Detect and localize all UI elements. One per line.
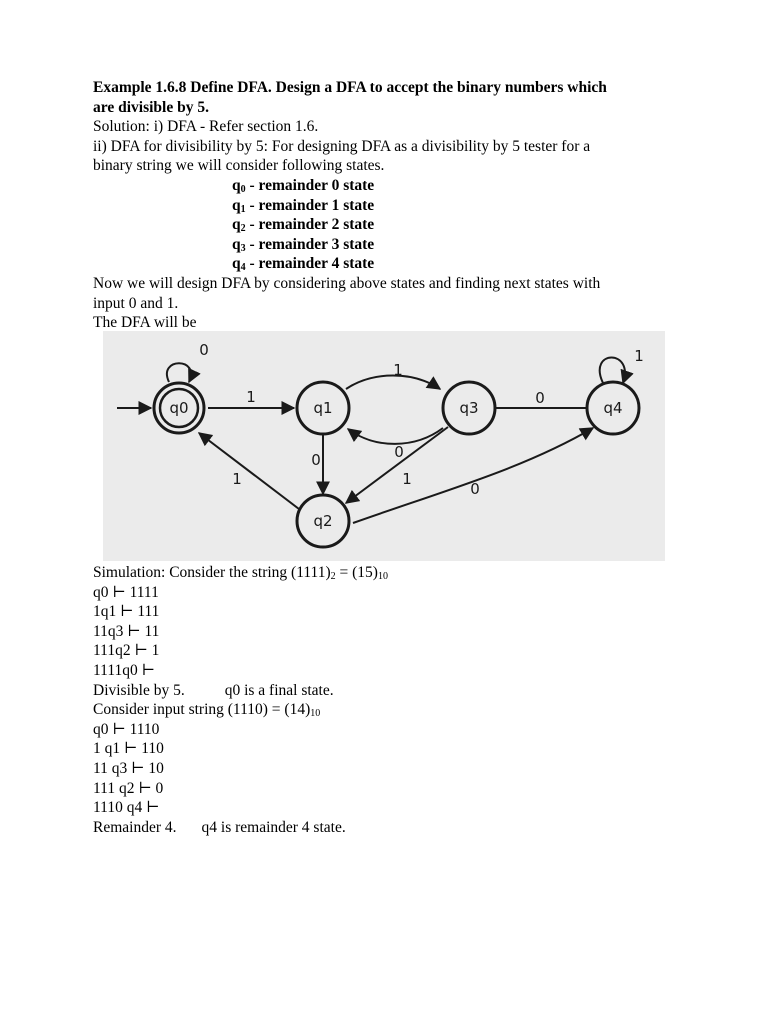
node-label-q0: q0 [169, 399, 189, 417]
design-line-2: input 0 and 1. [93, 294, 179, 312]
simulation-step: 11q3 ⊢ 11 [93, 622, 160, 640]
design-line-3: The DFA will be [93, 314, 197, 332]
state-node-q1 [297, 382, 349, 434]
label-q3-q2: 1 [402, 470, 412, 488]
label-q0-q1: 1 [246, 388, 256, 406]
label-q2-q0: 1 [232, 470, 242, 488]
state-node-q4 [587, 382, 639, 434]
label-q4-q4: 1 [634, 347, 644, 365]
node-label-q4: q4 [603, 399, 623, 417]
label-q2-q4: 0 [470, 480, 480, 498]
state-item-q1: $q_1$ - remainder 1 state [232, 196, 375, 215]
state-item-q4: $q_4$ - remainder 4 state [232, 255, 375, 274]
state-item-q2: $q_2$ - remainder 2 state [232, 216, 375, 235]
simulation2-step: q0 ⊢ 1110 [93, 720, 160, 738]
state-node-q2 [297, 495, 349, 547]
state-item-q3: $q_3$ - remainder 3 state [232, 235, 375, 254]
state-node-q0 [154, 383, 204, 433]
label-q1-q2: 0 [311, 451, 321, 469]
simulation2-title: Consider input string $(1110) = (14)_{10}$ [93, 701, 321, 720]
simulation2-step: 1110 q4 ⊢ [93, 799, 160, 817]
simulation-step: 111q2 ⊢ 1 [93, 642, 160, 660]
label-q3-q1: 0 [394, 443, 404, 461]
dfa-diagram [103, 331, 665, 561]
label-q4-q3: 0 [535, 389, 545, 407]
label-q1-q3: 1 [393, 361, 403, 379]
state-item-q0: $q_0$ - remainder 0 state [232, 176, 375, 195]
node-label-q2: q2 [313, 512, 333, 530]
solution-part-2-line-2: binary string we will consider following states. [93, 157, 385, 175]
solution-part-1: Solution: i) DFA - Refer section 1.6. [93, 118, 319, 136]
solution-part-2-line-1: ii) DFA for divisibility by 5: For designing DFA as a divisibility by 5 tester for a [93, 137, 591, 155]
simulation-step: 1111q0 ⊢ [93, 661, 155, 679]
upper-text-block [93, 78, 668, 333]
simulation-result: Divisible by 5. q0 is a final state. [93, 681, 334, 699]
example-heading-line-1: Example 1.6.8 Define DFA. Design a DFA to accept the binary numbers which [93, 79, 607, 96]
node-label-q3: q3 [459, 399, 479, 417]
simulation2-step: 11 q3 ⊢ 10 [93, 759, 164, 777]
simulation-step: 1q1 ⊢ 111 [93, 603, 160, 621]
state-node-q3 [443, 382, 495, 434]
example-heading-line-2: are divisible by 5. [93, 98, 209, 116]
simulation2-result: Remainder 4. q4 is remainder 4 state. [93, 818, 346, 836]
simulation2-step: 1 q1 ⊢ 110 [93, 740, 164, 758]
design-line-1: Now we will design DFA by considering above states and finding next states with [93, 274, 601, 292]
node-label-q1: q1 [313, 399, 333, 417]
label-q0-q0: 0 [199, 341, 209, 359]
simulation-text-block [93, 563, 668, 837]
simulation-step: q0 ⊢ 1111 [93, 583, 159, 601]
simulation2-step: 111 q2 ⊢ 0 [93, 779, 164, 797]
simulation-title: Simulation: Consider the string $(1111)_2 = (15)_{10}$ [93, 564, 388, 582]
